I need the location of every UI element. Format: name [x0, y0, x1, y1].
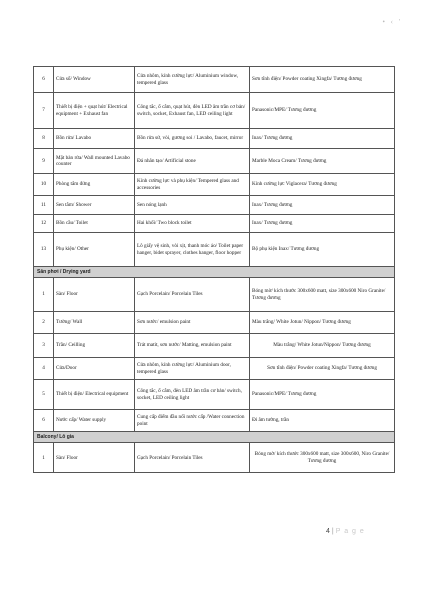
- table-row: [34, 215, 395, 233]
- material-cell: Công tắc, ổ cắm, đèn LED âm trần cơ bản/ switch, socket, LED ceiling light: [135, 380, 250, 410]
- page-number: 4: [326, 528, 330, 535]
- brand-cell: Sơn tĩnh điện/ Powder coating Xingfa/ Tương đương: [250, 358, 395, 380]
- brand-cell: Inax/ Tương đương: [250, 129, 395, 149]
- material-cell: Đá nhân tạo/ Artificial stone: [135, 149, 250, 174]
- row-number-cell: 10: [34, 174, 54, 196]
- material-cell: Sơn nước/ emulsion paint: [135, 312, 250, 334]
- item-cell: Sàn/ Floor: [54, 278, 135, 312]
- row-number-cell: 9: [34, 149, 54, 174]
- material-cell: Bồn rửa sứ, vòi, gương soi / Lavabo, faucet, mirror: [135, 129, 250, 149]
- item-cell: Phụ kiện/ Other: [54, 233, 135, 267]
- page-label: P a g e: [335, 528, 365, 535]
- table-row: [34, 93, 395, 129]
- specification-table-body: [34, 67, 395, 473]
- brand-cell: Panasonic/MPE/ Tương đương: [250, 93, 395, 129]
- table-row: [34, 174, 395, 196]
- item-cell: Tường/ Wall: [54, 312, 135, 334]
- brand-cell: Màu trắng/ White Jotun/ Nippon/ Tương đương: [250, 312, 395, 334]
- table-row: [34, 149, 395, 174]
- item-cell: Cửa sổ/ Window: [54, 67, 135, 93]
- row-number-cell: 2: [34, 312, 54, 334]
- row-number-cell: 4: [34, 358, 54, 380]
- table-row: [34, 312, 395, 334]
- brand-cell: Sơn tĩnh điện/ Powder coating Xingfa/ Tương đương: [250, 67, 395, 93]
- table-row: [34, 278, 395, 312]
- table-row: [34, 196, 395, 215]
- row-number-cell: 5: [34, 380, 54, 410]
- row-number-cell: 12: [34, 215, 54, 233]
- item-cell: Trần/ Ceilling: [54, 334, 135, 358]
- material-cell: Cửa nhôm, kính cường lực/ Aluminium window, tempered glass: [135, 67, 250, 93]
- table-row: [34, 129, 395, 149]
- specification-table: [33, 66, 395, 473]
- page-separator: |: [331, 528, 334, 535]
- material-cell: Hai khối/ Two block toilet: [135, 215, 250, 233]
- brand-cell: Màu trắng/ White Jotun/Nippon/ Tương đương: [250, 334, 395, 358]
- table-row: [34, 67, 395, 93]
- table-row: [34, 358, 395, 380]
- material-cell: Cửa nhôm, kính cường lực/ Aluminium door, tempered glass: [135, 358, 250, 380]
- item-cell: Phòng tắm đứng: [54, 174, 135, 196]
- table-row: [34, 334, 395, 358]
- brand-cell: Bóng mờ/ kích thước 300x600 matt, size 300x600 Niro Granite/ Tương đương: [250, 278, 395, 312]
- brand-cell: Bộ phụ kiện Inax/ Tương đương: [250, 233, 395, 267]
- item-cell: Thiết bị điện/ Electrical equipment: [54, 380, 135, 410]
- row-number-cell: 8: [34, 129, 54, 149]
- brand-cell: Kính cường lực Viglacera/ Tương đương: [250, 174, 395, 196]
- item-cell: Sen tắm/ Shower: [54, 196, 135, 215]
- section-header-balcony: [34, 432, 395, 443]
- item-cell: Thiết bị điện + quạt hút/ Electrical equipment + Exhaust fan: [54, 93, 135, 129]
- item-cell: Bồn cầu/ Toilet: [54, 215, 135, 233]
- brand-cell: Panasonic/MPE/ Tương đương: [250, 380, 395, 410]
- material-cell: Cung cấp điểm đầu nối nước cấp /Water connection point: [135, 410, 250, 432]
- item-cell: Nước cấp/ Water supply: [54, 410, 135, 432]
- table-row: [34, 380, 395, 410]
- row-number-cell: 1: [34, 443, 54, 473]
- brand-cell: Đi âm tường, trần: [250, 410, 395, 432]
- item-cell: Bồn rửa/ Lavabo: [54, 129, 135, 149]
- row-number-cell: 3: [34, 334, 54, 358]
- table-row: [34, 410, 395, 432]
- row-number-cell: 1: [34, 278, 54, 312]
- page-footer: [326, 528, 365, 535]
- material-cell: Kính cường lực và phụ kiện/ Tempered glass and accessories: [135, 174, 250, 196]
- brand-cell: Marble Moca Cream/ Tương đương: [250, 149, 395, 174]
- material-cell: Lô giấy vệ sinh, vòi xịt, thanh móc áo/ Toilet paper hanger, bidet sprayer, clothes hanger, floor hopper: [135, 233, 250, 267]
- material-cell: Trát matit, sơn nước/ Matting, emulsion paint: [135, 334, 250, 358]
- item-cell: Cửa/Door: [54, 358, 135, 380]
- corner-mark: • ‹ ': [382, 18, 402, 26]
- row-number-cell: 6: [34, 410, 54, 432]
- material-cell: Gạch Porcelain/ Porcelain Tiles: [135, 443, 250, 473]
- table-row: [34, 443, 395, 473]
- brand-cell: Inax/ Tương đương: [250, 215, 395, 233]
- table-row: [34, 233, 395, 267]
- section-header-balcony-label: Balcony/ Lô gia: [34, 432, 395, 443]
- row-number-cell: 11: [34, 196, 54, 215]
- section-header-drying-yard-label: Sân phơi / Drying yard: [34, 267, 395, 278]
- row-number-cell: 13: [34, 233, 54, 267]
- material-cell: Công tắc, ổ cắm, quạt hút, đèn LED âm trần cơ bản/ switch, socket, Exhaust fan, LED ceiling light: [135, 93, 250, 129]
- section-header-drying-yard: [34, 267, 395, 278]
- brand-cell: Bóng mờ/ kích thước 300x600 matt, size 300x600, Niro Granite/ Tương đương: [250, 443, 395, 473]
- row-number-cell: 6: [34, 67, 54, 93]
- material-cell: Sen nóng lạnh: [135, 196, 250, 215]
- item-cell: Sàn/ Floor: [54, 443, 135, 473]
- row-number-cell: 7: [34, 93, 54, 129]
- brand-cell: Inax/ Tương đương: [250, 196, 395, 215]
- item-cell: Mặt bàn rửa/ Wall mounted Lavabo counter: [54, 149, 135, 174]
- material-cell: Gạch Porcelain/ Porcelain Tiles: [135, 278, 250, 312]
